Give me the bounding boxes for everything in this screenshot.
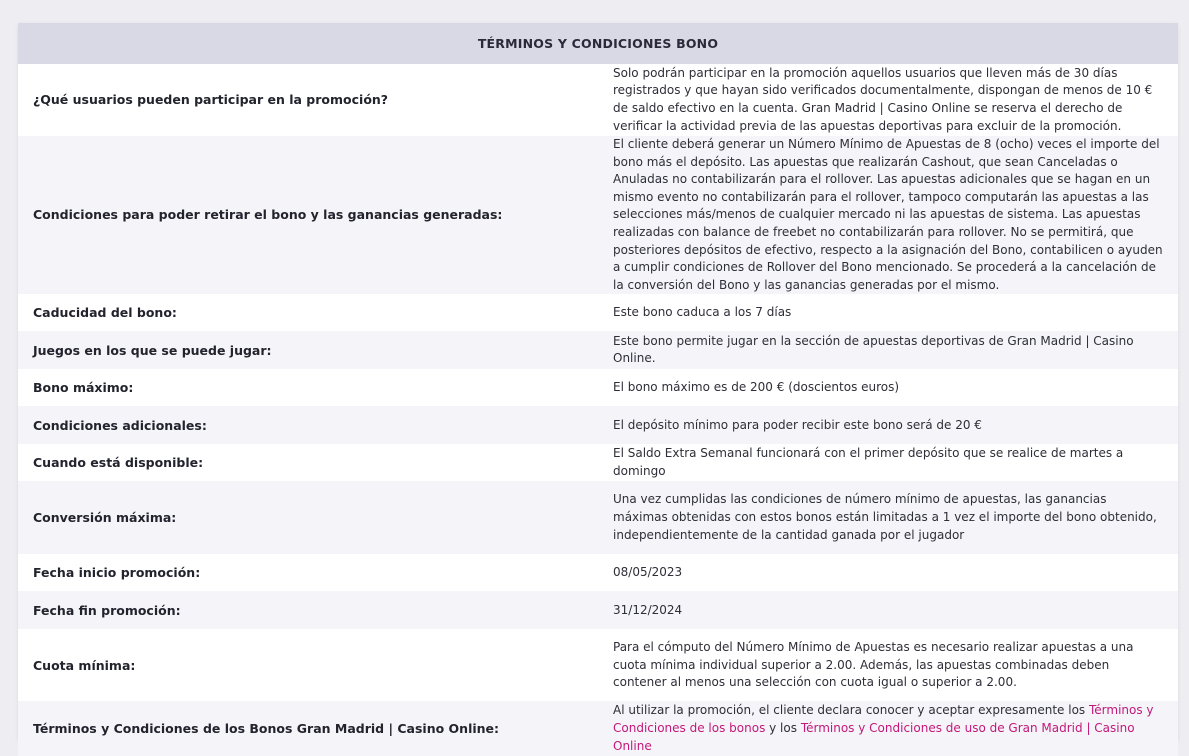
row-answer: Solo podrán participar en la promoción aquellos usuarios que lleven más de 30 días registrados y que hayan sido verificados documentalmente, dispongan de menos de 10 € de saldo efectivo en la cuenta. Gran Madrid | Casino Online se reserva el derecho de verificar la actividad previa de las apuestas deportivas para excluir de la promoción.: [598, 64, 1178, 136]
table-row: [18, 294, 1178, 331]
table-row: [18, 554, 1178, 591]
row-question: Fecha inicio promoción:: [18, 554, 598, 591]
row-question: Condiciones para poder retirar el bono y las ganancias generadas:: [18, 136, 598, 294]
row-question: Juegos en los que se puede jugar:: [18, 331, 598, 369]
terms-table: [18, 23, 1178, 756]
answer-middle: y los: [765, 721, 801, 736]
table-row: [18, 64, 1178, 136]
table-row: [18, 701, 1178, 756]
table-row: [18, 369, 1178, 406]
row-answer: Para el cómputo del Número Mínimo de Apuestas es necesario realizar apuestas a una cuota mínima individual superior a 2.00. Además, las apuestas combinadas deben contener al menos una selección con cuota igual o superior a 2.00.: [598, 629, 1178, 701]
row-question: Fecha fin promoción:: [18, 591, 598, 629]
row-question: Bono máximo:: [18, 369, 598, 406]
table-row: [18, 591, 1178, 629]
table-row: [18, 136, 1178, 294]
row-answer: 08/05/2023: [598, 554, 1178, 591]
row-question: Cuando está disponible:: [18, 444, 598, 481]
row-question: Condiciones adicionales:: [18, 406, 598, 444]
row-answer: El depósito mínimo para poder recibir este bono será de 20 €: [598, 406, 1178, 444]
row-answer: Una vez cumplidas las condiciones de número mínimo de apuestas, las ganancias máximas obtenidas con estos bonos están limitadas a 1 vez el importe del bono obtenido, independientemente de la cantidad ganada por el jugador: [598, 481, 1178, 554]
row-question: Caducidad del bono:: [18, 294, 598, 331]
row-answer: [598, 701, 1178, 756]
row-answer: 31/12/2024: [598, 591, 1178, 629]
bonus-terms-link[interactable]: Términos y Condiciones de los bonos: [613, 703, 1154, 736]
row-answer: Este bono permite jugar en la sección de apuestas deportivas de Gran Madrid | Casino Online.: [598, 331, 1178, 369]
table-row: [18, 481, 1178, 554]
row-answer: El cliente deberá generar un Número Mínimo de Apuestas de 8 (ocho) veces el importe del bono más el depósito. Las apuestas que realizarán Cashout, que sean Canceladas o Anuladas no contabilizarán para el rollover. Las apuestas adicionales que se hagan en un mismo evento no contabilizarán para el rollover, tampoco computarán las apuestas a las selecciones más/menos de cualquier mercado ni las apuestas de sistema. Las apuestas realizadas con balance de freebet no contabilizarán para rollover. No se permitirá, que posteriores depósitos de efectivo, respecto a la asignación del Bono, contabilicen o ayuden a cumplir condiciones de Rollover del Bono mencionado. Se procederá a la cancelación de la conversión del Bono y las ganancias generadas por el mismo.: [598, 136, 1178, 294]
table-row: [18, 331, 1178, 369]
row-question: Términos y Condiciones de los Bonos Gran Madrid | Casino Online:: [18, 701, 598, 756]
table-row: [18, 406, 1178, 444]
row-question: ¿Qué usuarios pueden participar en la promoción?: [18, 64, 598, 136]
table-row: [18, 629, 1178, 701]
table-title: TÉRMINOS Y CONDICIONES BONO: [18, 23, 1178, 64]
table-row: [18, 444, 1178, 481]
row-question: Conversión máxima:: [18, 481, 598, 554]
row-answer: Este bono caduca a los 7 días: [598, 294, 1178, 331]
row-question: Cuota mínima:: [18, 629, 598, 701]
answer-prefix: Al utilizar la promoción, el cliente declara conocer y aceptar expresamente los: [613, 703, 1089, 718]
usage-terms-link[interactable]: Términos y Condiciones de uso de Gran Madrid | Casino Online: [613, 721, 1135, 753]
terms-card: [18, 23, 1178, 753]
row-answer: El bono máximo es de 200 € (doscientos euros): [598, 369, 1178, 406]
row-answer: El Saldo Extra Semanal funcionará con el primer depósito que se realice de martes a domingo: [598, 444, 1178, 481]
